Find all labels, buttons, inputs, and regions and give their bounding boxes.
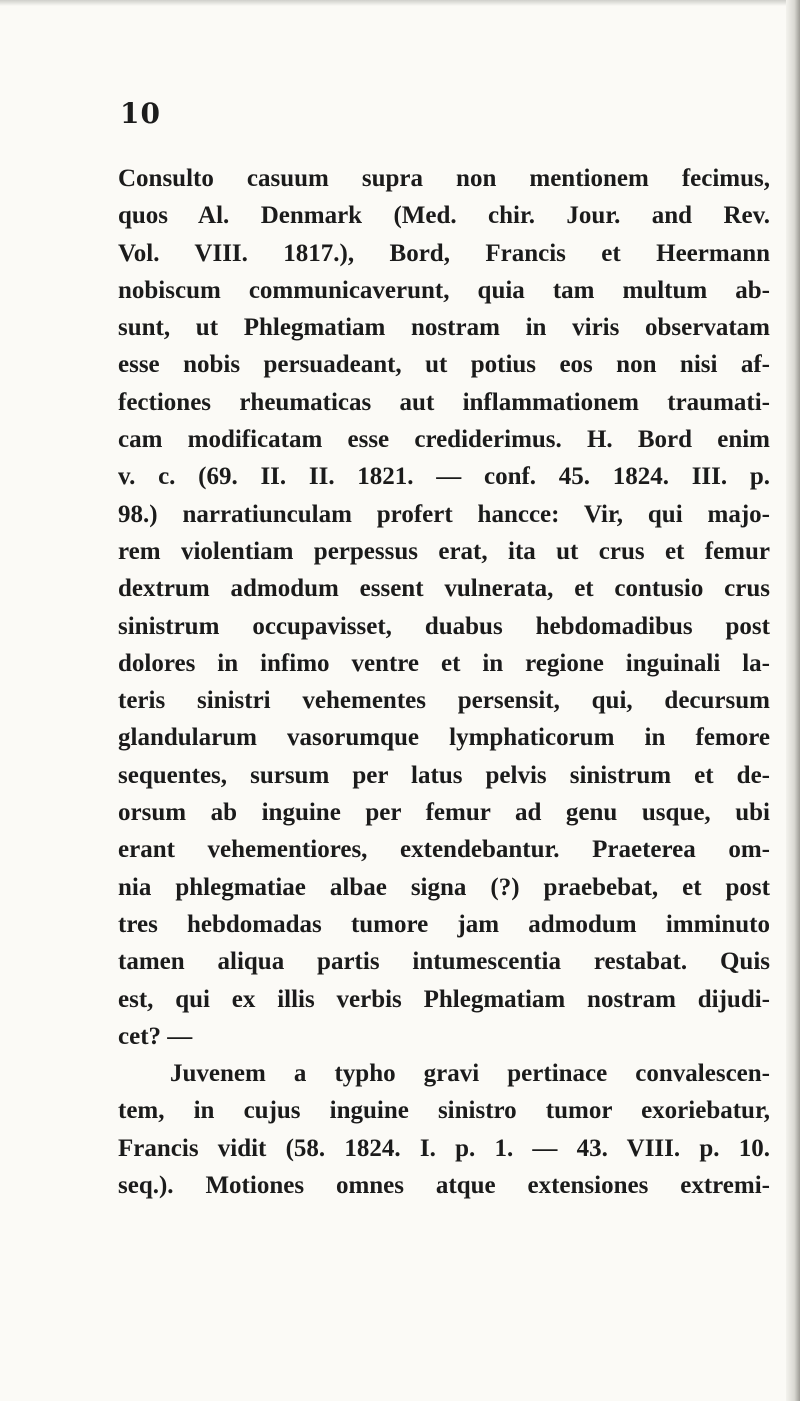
text-line: erant vehementiores, extendebantur. Praeterea om- [118, 836, 770, 864]
text-line: rem violentiam perpessus erat, ita ut crus et femur [118, 537, 770, 565]
text-line: tamen aliqua partis intumescentia restabat. Quis [118, 948, 770, 976]
text-line: 98.) narratiunculam profert hancce: Vir, qui majo- [118, 500, 770, 528]
page-top-shadow [0, 0, 800, 6]
text-line: est, qui ex illis verbis Phlegmatiam nostram dijudi- [118, 985, 770, 1013]
text-line: cam modificatam esse crediderimus. H. Bord enim [118, 426, 770, 454]
text-line: esse nobis persuadeant, ut potius eos non nisi af- [118, 351, 770, 379]
text-line: sequentes, sursum per latus pelvis sinistrum et de- [118, 761, 770, 789]
text-line: nia phlegmatiae albae signa (?) praebebat, et post [118, 873, 770, 901]
text-line: Vol. VIII. 1817.), Bord, Francis et Heermann [118, 239, 770, 267]
page-binding-edge [786, 0, 800, 1401]
text-line: tem, in cujus inguine sinistro tumor exoriebatur, [118, 1097, 770, 1125]
text-line: teris sinistri vehementes persensit, qui, decursum [118, 687, 770, 715]
text-line: dextrum admodum essent vulnerata, et contusio crus [118, 575, 770, 603]
text-line: tres hebdomadas tumore jam admodum imminuto [118, 910, 770, 938]
text-line: seq.). Motiones omnes atque extensiones extremi- [118, 1172, 770, 1200]
text-line: glandularum vasorumque lymphaticorum in femore [118, 724, 770, 752]
text-line: Consulto casuum supra non mentionem fecimus, [118, 165, 770, 192]
page-number: 10 [120, 97, 161, 130]
text-line: nobiscum communicaverunt, quia tam multum ab- [118, 276, 770, 304]
text-line: dolores in infimo ventre et in regione inguinali la- [118, 649, 770, 677]
text-line: quos Al. Denmark (Med. chir. Jour. and Rev. [118, 202, 770, 230]
text-line: cet? — [118, 1022, 193, 1050]
text-line: v. c. (69. II. II. 1821. — conf. 45. 1824. III. p. [118, 463, 770, 491]
text-line: Francis vidit (58. 1824. I. p. 1. — 43. VIII. p. 10. [118, 1134, 770, 1162]
text-line: orsum ab inguine per femur ad genu usque, ubi [118, 799, 770, 827]
text-line: sinistrum occupavisset, duabus hebdomadibus post [118, 612, 770, 640]
paragraph-start-line: Juvenem a typho gravi pertinace convalescen- [170, 1060, 770, 1088]
text-line: sunt, ut Phlegmatiam nostram in viris observatam [118, 314, 770, 342]
body-text [118, 160, 770, 1204]
text-line: fectiones rheumaticas aut inflammationem traumati- [118, 388, 770, 416]
